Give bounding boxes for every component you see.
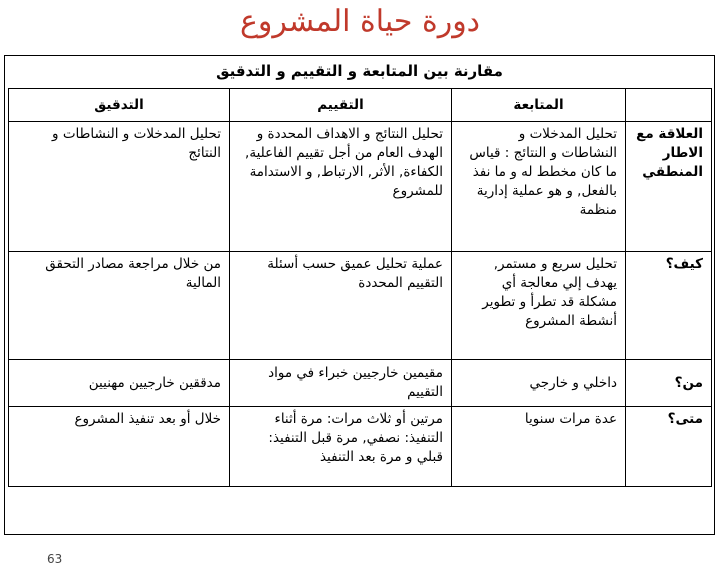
row-label: العلاقة مع الاطار المنطقي: [626, 122, 712, 252]
table-subtitle: مقارنة بين المتابعة و التقييم و التدقيق: [216, 62, 503, 80]
table-cell: من خلال مراجعة مصادر التحقق المالية: [9, 252, 230, 360]
table-cell: تحليل المدخلات و النشاطات و النتائج: [9, 122, 230, 252]
table-cell: تحليل سريع و مستمر, يهدف إلي معالجة أي مشكلة قد تطرأ و تطوير أنشطة المشروع: [452, 252, 626, 360]
table-row: [9, 360, 712, 407]
row-label: من؟: [626, 360, 712, 407]
table-cell: خلال أو بعد تنفيذ المشروع: [9, 407, 230, 487]
comparison-frame: [4, 55, 715, 566]
table-row: [9, 407, 712, 487]
row-label: كيف؟: [626, 252, 712, 360]
comparison-table: [8, 88, 712, 487]
page-title: دورة حياة المشروع: [239, 4, 481, 39]
page-number: 63: [47, 552, 63, 566]
table-cell: داخلي و خارجي: [452, 360, 626, 407]
table-cell: تحليل النتائج و الاهداف المحددة و الهدف العام من أجل تقييم الفاعلية, الكفاءة, الأثر, الارتباط, و الاستدامة للمشروع: [230, 122, 452, 252]
row-label: متى؟: [626, 407, 712, 487]
table-cell: تحليل المدخلات و النشاطات و النتائج : قياس ما كان مخطط له و ما نفذ بالفعل, و هو عملية إدارية منظمة: [452, 122, 626, 252]
table-cell: مرتين أو ثلاث مرات: مرة أثناء التنفيذ: نصفي, مرة قبل التنفيذ: قبلي و مرة بعد التنفيذ: [230, 407, 452, 487]
table-row: [9, 122, 712, 252]
table-header-row: [9, 89, 712, 122]
table-cell: مقيمين خارجيين خبراء في مواد التقييم: [230, 360, 452, 407]
table-cell: عدة مرات سنويا: [452, 407, 626, 487]
header-monitoring: المتابعة: [452, 89, 626, 122]
header-audit: التدقيق: [9, 89, 230, 122]
header-evaluation: التقييم: [230, 89, 452, 122]
table-cell: مدققين خارجيين مهنيين: [9, 360, 230, 407]
table-row: [9, 252, 712, 360]
table-cell: عملية تحليل عميق حسب أسئلة التقييم المحددة: [230, 252, 452, 360]
header-empty: [626, 89, 712, 122]
